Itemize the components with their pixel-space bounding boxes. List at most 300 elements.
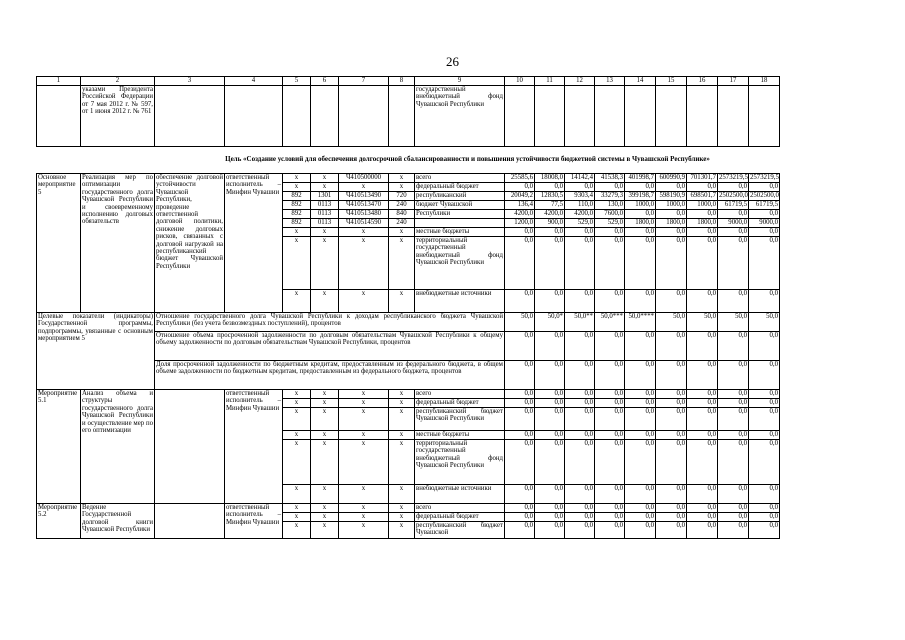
goal-heading: Цель «Создание условий для обеспечения долгосрочной сбалансированности и повышения устойчивости бюджетной системы в Чувашской Республике» bbox=[225, 155, 710, 163]
m52-row bbox=[37, 504, 780, 513]
funding-source: всего bbox=[415, 390, 505, 399]
code-x: x bbox=[389, 513, 415, 522]
code-x: x bbox=[283, 504, 311, 513]
value-cell: 0,0 bbox=[718, 290, 749, 313]
value-cell: 698501,7 bbox=[687, 192, 718, 201]
value-cell: 0,0 bbox=[565, 440, 595, 485]
value-cell: 0,0 bbox=[687, 361, 718, 390]
value-cell: 0,0 bbox=[687, 485, 718, 504]
value-cell: 0,0 bbox=[565, 228, 595, 237]
value-cell: 130,0 bbox=[595, 201, 625, 210]
value-cell: 0,0 bbox=[687, 390, 718, 399]
target-article-code: Ч410514590 bbox=[339, 219, 389, 228]
indicator-text: Отношение государственного долга Чувашской Республики к доходам республиканского бюджета Чувашской Республики (без учета безвозмездных поступлений), процентов bbox=[155, 313, 505, 332]
value-cell: 0,0 bbox=[595, 485, 625, 504]
value-cell: 0,0 bbox=[505, 361, 535, 390]
value-cell: 0,0 bbox=[595, 522, 625, 539]
value-cell: 41538,3 bbox=[595, 174, 625, 183]
target-article-code: x bbox=[339, 290, 389, 313]
value-cell: 0,0 bbox=[749, 408, 780, 431]
value-cell: 0,0 bbox=[535, 408, 565, 431]
value-cell: 0,0 bbox=[749, 210, 780, 219]
value-cell: 0,0 bbox=[595, 290, 625, 313]
value-cell: 600990,9 bbox=[656, 174, 687, 183]
expense-type-code: x bbox=[389, 183, 415, 192]
value-cell: 401998,7 bbox=[625, 174, 656, 183]
column-number-row bbox=[37, 77, 780, 86]
value-cell: 0,0 bbox=[687, 522, 718, 539]
expense-type-code: 720 bbox=[389, 192, 415, 201]
funding-source: местные бюджеты bbox=[415, 431, 505, 440]
code-x: x bbox=[283, 399, 311, 408]
funding-source bbox=[415, 219, 505, 228]
value-cell: 0,0 bbox=[505, 513, 535, 522]
column-number: 9 bbox=[415, 77, 505, 86]
code-x: x bbox=[339, 399, 389, 408]
carry-over-row bbox=[37, 86, 780, 147]
code-x: x bbox=[389, 485, 415, 504]
section-code: x bbox=[311, 183, 339, 192]
value-cell: 0,0 bbox=[687, 513, 718, 522]
grbs-code: x bbox=[283, 290, 311, 313]
value-cell: 0,0 bbox=[625, 237, 656, 290]
value-cell: 0,0 bbox=[595, 237, 625, 290]
value-cell: 0,0 bbox=[505, 237, 535, 290]
section-code: 0113 bbox=[311, 219, 339, 228]
code-x: x bbox=[283, 431, 311, 440]
grbs-code: 892 bbox=[283, 219, 311, 228]
value-cell: 0,0 bbox=[595, 440, 625, 485]
value-cell: 0,0 bbox=[749, 390, 780, 399]
expense-type-code: 240 bbox=[389, 219, 415, 228]
value-cell: 701301,7 bbox=[687, 174, 718, 183]
value-cell: 2573219,5 bbox=[719, 174, 748, 181]
value-cell: 0,0 bbox=[565, 485, 595, 504]
funding-source: территориальный государственный внебюджетный фонд Чувашской Республики bbox=[415, 440, 505, 485]
value-cell: 50,0* bbox=[535, 313, 565, 332]
funding-source: Республики bbox=[415, 210, 505, 219]
indicator-text: Отношение объема просроченной задолженности по долговым обязательствам Чувашской Республики к общему объему задолженности по долговым обязательствам Чувашской Республики, процентов bbox=[155, 332, 505, 361]
value-cell: 50,0 bbox=[656, 313, 687, 332]
value-cell: 0,0 bbox=[625, 408, 656, 431]
value-cell: 0,0 bbox=[718, 522, 749, 539]
section-code: x bbox=[311, 174, 339, 183]
page-number: 26 bbox=[446, 54, 459, 69]
column-number: 3 bbox=[155, 77, 225, 86]
value-cell: 61719,5 bbox=[749, 201, 780, 210]
value-cell: 136,4 bbox=[505, 201, 535, 210]
value-cell: 0,0 bbox=[749, 228, 780, 237]
value-cell: 0,0 bbox=[535, 440, 565, 485]
value-cell: 0,0 bbox=[656, 399, 687, 408]
value-cell: 0,0 bbox=[718, 332, 749, 361]
code-x: x bbox=[311, 522, 339, 539]
code-x: x bbox=[311, 485, 339, 504]
column-number: 5 bbox=[283, 77, 311, 86]
section-code: x bbox=[311, 237, 339, 290]
carry-source: государственный внебюджетный фонд Чувашской Республики bbox=[415, 86, 505, 147]
value-cell: 0,0 bbox=[656, 440, 687, 485]
value-cell: 1800,0 bbox=[656, 219, 687, 228]
value-cell: 0,0 bbox=[505, 440, 535, 485]
code-x: x bbox=[389, 440, 415, 485]
funding-source: бюджет Чувашской bbox=[415, 201, 505, 210]
column-number: 7 bbox=[339, 77, 389, 86]
value-cell: 0,0 bbox=[656, 513, 687, 522]
value-cell: 0,0 bbox=[565, 332, 595, 361]
value-cell: 25585,6 bbox=[505, 174, 535, 183]
empty-cell bbox=[283, 86, 311, 147]
column-number: 15 bbox=[656, 77, 687, 86]
grbs-code: 892 bbox=[283, 210, 311, 219]
value-cell: 0,0 bbox=[749, 504, 780, 513]
value-cell: 399198,7 bbox=[625, 192, 656, 201]
value-cell: 0,0 bbox=[687, 431, 718, 440]
target-article-code: x bbox=[339, 228, 389, 237]
column-number: 1 bbox=[37, 77, 81, 86]
funding-source: территориальный государственный внебюджетный фонд Чувашской Республики bbox=[415, 237, 505, 290]
code-x: x bbox=[389, 399, 415, 408]
code-x: x bbox=[311, 504, 339, 513]
value-cell: 0,0 bbox=[565, 408, 595, 431]
value-cell: 0,0 bbox=[687, 332, 718, 361]
value-cell: 0,0 bbox=[625, 361, 656, 390]
header-table bbox=[36, 76, 780, 147]
value-cell: 0,0 bbox=[595, 513, 625, 522]
value-cell: 1800,0 bbox=[625, 219, 656, 228]
value-cell: 0,0 bbox=[656, 390, 687, 399]
value-cell: 0,0 bbox=[718, 390, 749, 399]
value-cell: 0,0 bbox=[505, 183, 535, 192]
value-cell: 0,0 bbox=[718, 485, 749, 504]
value-cell: 9303,4 bbox=[565, 192, 595, 201]
code-x: x bbox=[339, 431, 389, 440]
value-cell: 0,0 bbox=[749, 522, 780, 539]
event-goal: обеспечение долговой устойчивости Чувашской Республики, проведение ответственной долговой политики, снижение долговых рисков, связанных с долговой нагрузкой на республиканский бюджет Чувашской Республики bbox=[155, 174, 225, 313]
value-cell: 0,0 bbox=[565, 237, 595, 290]
value-cell: 0,0 bbox=[625, 485, 656, 504]
code-x: x bbox=[339, 408, 389, 431]
empty-cell bbox=[625, 86, 656, 147]
value-cell: 0,0 bbox=[687, 290, 718, 313]
value-cell: 1000,0 bbox=[656, 201, 687, 210]
value-cell: 0,0 bbox=[687, 237, 718, 290]
value-cell: 0,0 bbox=[565, 399, 595, 408]
column-number: 18 bbox=[749, 77, 780, 86]
empty-cell bbox=[687, 86, 718, 147]
value-cell: 0,0 bbox=[625, 431, 656, 440]
value-cell: 529,0 bbox=[595, 219, 625, 228]
column-number: 17 bbox=[718, 77, 749, 86]
funding-source: федеральный бюджет bbox=[415, 399, 505, 408]
indicator-row bbox=[37, 313, 780, 332]
column-number: 4 bbox=[225, 77, 283, 86]
value-cell: 0,0 bbox=[565, 504, 595, 513]
value-cell: 0,0 bbox=[718, 504, 749, 513]
target-article-code: x bbox=[339, 183, 389, 192]
expense-type-code: x bbox=[389, 290, 415, 313]
measure-executor: ответственный исполнитель – Минфин Чувашии bbox=[225, 504, 283, 539]
value-cell: 0,0 bbox=[749, 431, 780, 440]
value-cell: 0,0 bbox=[505, 228, 535, 237]
section-code: x bbox=[311, 228, 339, 237]
code-x: x bbox=[283, 390, 311, 399]
value-cell: 0,0 bbox=[595, 408, 625, 431]
empty-cell bbox=[595, 86, 625, 147]
value-cell: 50,0** bbox=[565, 313, 595, 332]
measure-number: Мероприятие 5.2 bbox=[37, 504, 81, 539]
value-cell: 0,0 bbox=[595, 361, 625, 390]
value-cell: 0,0 bbox=[535, 504, 565, 513]
code-x: x bbox=[283, 440, 311, 485]
value-cell: 0,0 bbox=[656, 408, 687, 431]
m51-row bbox=[37, 390, 780, 399]
code-x: x bbox=[339, 485, 389, 504]
value-cell: 50,0 bbox=[505, 313, 535, 332]
column-number: 10 bbox=[505, 77, 535, 86]
program-table bbox=[36, 173, 780, 539]
expense-type-code: x bbox=[389, 174, 415, 183]
value-cell: 0,0 bbox=[749, 183, 780, 192]
measure-title: Анализ объема и структуры государственного долга Чувашской Республики и осуществление мер по его оптимизации bbox=[81, 390, 155, 504]
expense-type-code: x bbox=[389, 228, 415, 237]
measure-number: Мероприятие 5.1 bbox=[37, 390, 81, 504]
column-number: 12 bbox=[565, 77, 595, 86]
code-x: x bbox=[283, 485, 311, 504]
value-cell: 0,0 bbox=[656, 290, 687, 313]
value-cell: 0,0 bbox=[687, 228, 718, 237]
value-cell: 0,0 bbox=[535, 431, 565, 440]
value-cell: 0,0 bbox=[535, 390, 565, 399]
code-x: x bbox=[389, 504, 415, 513]
funding-source: федеральный бюджет bbox=[415, 183, 505, 192]
value-cell: 0,0 bbox=[625, 183, 656, 192]
code-x: x bbox=[311, 408, 339, 431]
value-cell: 18008,0 bbox=[535, 174, 565, 183]
value-cell: 0,0 bbox=[749, 361, 780, 390]
value-cell: 50,0 bbox=[718, 313, 749, 332]
value-cell: 0,0 bbox=[718, 513, 749, 522]
value-cell: 0,0 bbox=[535, 228, 565, 237]
indicator-text: Доля просроченной задолженности по бюджетным кредитам, предоставленным из федерального бюджета, в общем объеме задолженности по бюджетным кредитам, предоставленным из федерального бюджета, процентов bbox=[155, 361, 505, 390]
value-cell: 0,0 bbox=[718, 361, 749, 390]
event-title: Реализация мер по оптимизации государственного долга Чувашской Республики и своевременному исполнению долговых обязательств bbox=[81, 174, 155, 313]
expense-type-code: x bbox=[389, 237, 415, 290]
code-x: x bbox=[339, 440, 389, 485]
section-code: 0113 bbox=[311, 210, 339, 219]
value-cell: 0,0 bbox=[505, 332, 535, 361]
code-x: x bbox=[339, 522, 389, 539]
value-cell: 0,0 bbox=[535, 237, 565, 290]
value-cell: 0,0 bbox=[625, 332, 656, 361]
value-cell: 4200,0 bbox=[505, 210, 535, 219]
value-cell: 0,0 bbox=[565, 290, 595, 313]
code-x: x bbox=[389, 408, 415, 431]
value-cell: 2573219,5 bbox=[750, 174, 779, 181]
funding-source: федеральный бюджет bbox=[415, 513, 505, 522]
value-cell: 0,0 bbox=[718, 210, 749, 219]
value-cell: 0,0 bbox=[656, 522, 687, 539]
value-cell: 7600,0 bbox=[595, 210, 625, 219]
empty-cell bbox=[389, 86, 415, 147]
value-cell: 61719,5 bbox=[718, 201, 749, 210]
code-x: x bbox=[311, 399, 339, 408]
value-cell: 0,0 bbox=[718, 228, 749, 237]
column-number: 14 bbox=[625, 77, 656, 86]
grbs-code: x bbox=[283, 183, 311, 192]
grbs-code: x bbox=[283, 237, 311, 290]
code-x: x bbox=[389, 431, 415, 440]
grbs-code: 892 bbox=[283, 192, 311, 201]
value-cell: 0,0 bbox=[505, 485, 535, 504]
event-executor: ответственный исполнитель – Минфин Чувашии bbox=[225, 174, 283, 313]
value-cell: 0,0 bbox=[687, 408, 718, 431]
funding-source: республиканский бюджет Чувашской Республики bbox=[415, 408, 505, 431]
value-cell: 0,0 bbox=[718, 399, 749, 408]
empty-cell bbox=[339, 86, 389, 147]
target-article-code: Ч410513480 bbox=[339, 210, 389, 219]
value-cell: 0,0 bbox=[595, 228, 625, 237]
value-cell: 2502500,0 bbox=[719, 192, 748, 199]
empty-cell bbox=[718, 86, 749, 147]
empty-cell bbox=[749, 86, 780, 147]
expense-type-code: 840 bbox=[389, 210, 415, 219]
grbs-code: x bbox=[283, 228, 311, 237]
value-cell: 0,0 bbox=[687, 504, 718, 513]
value-cell: 0,0 bbox=[656, 332, 687, 361]
value-cell: 0,0 bbox=[595, 183, 625, 192]
column-number: 2 bbox=[81, 77, 155, 86]
code-x: x bbox=[311, 440, 339, 485]
event-number: Основное мероприятие 5 bbox=[37, 174, 81, 313]
value-cell: 0,0 bbox=[718, 440, 749, 485]
value-cell: 2502500,0 bbox=[750, 192, 779, 199]
value-cell: 0,0 bbox=[625, 440, 656, 485]
target-article-code: x bbox=[339, 237, 389, 290]
grbs-code: 892 bbox=[283, 201, 311, 210]
measure-title: Ведение Государственной долговой книги Чувашской Республики bbox=[81, 504, 155, 539]
value-cell: 0,0 bbox=[595, 399, 625, 408]
value-cell: 0,0 bbox=[535, 399, 565, 408]
funding-source: внебюджетные источники bbox=[415, 290, 505, 313]
value-cell: 0,0 bbox=[718, 431, 749, 440]
column-number: 13 bbox=[595, 77, 625, 86]
column-number: 6 bbox=[311, 77, 339, 86]
code-x: x bbox=[389, 390, 415, 399]
empty-cell bbox=[155, 390, 225, 504]
value-cell: 0,0 bbox=[749, 485, 780, 504]
code-x: x bbox=[283, 522, 311, 539]
value-cell: 0,0 bbox=[505, 399, 535, 408]
value-cell: 0,0 bbox=[535, 332, 565, 361]
value-cell: 0,0 bbox=[535, 485, 565, 504]
value-cell: 0,0 bbox=[749, 399, 780, 408]
value-cell: 110,0 bbox=[565, 201, 595, 210]
value-cell: 0,0 bbox=[749, 237, 780, 290]
value-cell: 1800,0 bbox=[687, 219, 718, 228]
value-cell: 0,0 bbox=[625, 504, 656, 513]
value-cell: 1000,0 bbox=[687, 201, 718, 210]
value-cell: 0,0 bbox=[656, 210, 687, 219]
empty-cell bbox=[311, 86, 339, 147]
value-cell: 0,0 bbox=[565, 183, 595, 192]
value-cell: 33279,3 bbox=[595, 192, 625, 201]
value-cell: 0,0 bbox=[595, 431, 625, 440]
value-cell: 0,0 bbox=[505, 390, 535, 399]
empty-cell bbox=[505, 86, 535, 147]
value-cell: 0,0 bbox=[625, 290, 656, 313]
value-cell: 9000,0 bbox=[718, 219, 749, 228]
value-cell: 0,0 bbox=[656, 237, 687, 290]
value-cell: 1200,0 bbox=[505, 219, 535, 228]
value-cell: 0,0 bbox=[535, 183, 565, 192]
value-cell: 1000,0 bbox=[625, 201, 656, 210]
funding-source: республиканский bbox=[415, 192, 505, 201]
value-cell: 0,0 bbox=[565, 522, 595, 539]
funding-source: республиканский бюджет Чувашской bbox=[415, 522, 505, 539]
code-x: x bbox=[311, 390, 339, 399]
value-cell: 0,0 bbox=[565, 390, 595, 399]
value-cell: 0,0 bbox=[656, 431, 687, 440]
measure-executor: ответственный исполнитель – Минфин Чувашии bbox=[225, 390, 283, 504]
value-cell: 50,0**** bbox=[625, 313, 656, 332]
empty-cell bbox=[535, 86, 565, 147]
value-cell: 0,0 bbox=[565, 513, 595, 522]
empty-cell bbox=[565, 86, 595, 147]
value-cell: 0,0 bbox=[505, 431, 535, 440]
value-cell: 0,0 bbox=[565, 431, 595, 440]
funding-source: всего bbox=[415, 504, 505, 513]
value-cell: 0,0 bbox=[535, 513, 565, 522]
value-cell: 0,0 bbox=[749, 513, 780, 522]
grbs-code: x bbox=[283, 174, 311, 183]
value-cell: 77,5 bbox=[535, 201, 565, 210]
value-cell: 0,0 bbox=[718, 237, 749, 290]
value-cell: 0,0 bbox=[505, 408, 535, 431]
value-cell: 0,0 bbox=[505, 290, 535, 313]
value-cell: 0,0 bbox=[687, 183, 718, 192]
section-code: 0113 bbox=[311, 201, 339, 210]
value-cell: 14142,4 bbox=[565, 174, 595, 183]
value-cell: 20049,2 bbox=[505, 192, 535, 201]
funding-source: местные бюджеты bbox=[415, 228, 505, 237]
value-cell: 50,0*** bbox=[595, 313, 625, 332]
value-cell: 0,0 bbox=[595, 390, 625, 399]
empty-cell bbox=[656, 86, 687, 147]
carry-text: указами Президента Российской Федерации от 7 мая 2012 г. № 597, от 1 июня 2012 г. № 761 bbox=[81, 86, 155, 147]
value-cell: 0,0 bbox=[656, 504, 687, 513]
value-cell: 0,0 bbox=[656, 485, 687, 504]
empty-cell bbox=[155, 504, 225, 539]
value-cell: 50,0 bbox=[687, 313, 718, 332]
code-x: x bbox=[339, 504, 389, 513]
value-cell: 0,0 bbox=[656, 183, 687, 192]
value-cell: 0,0 bbox=[625, 522, 656, 539]
value-cell: 50,0 bbox=[749, 313, 780, 332]
indicators-label: Целевые показатели (индикаторы) Государственной программы, подпрограммы, увязанные с основным мероприятием 5 bbox=[37, 313, 155, 390]
value-cell: 9000,0 bbox=[749, 219, 780, 228]
value-cell: 900,0 bbox=[535, 219, 565, 228]
expense-type-code: 240 bbox=[389, 201, 415, 210]
value-cell: 0,0 bbox=[625, 399, 656, 408]
value-cell: 0,0 bbox=[718, 183, 749, 192]
value-cell: 0,0 bbox=[595, 332, 625, 361]
value-cell: 0,0 bbox=[595, 504, 625, 513]
value-cell: 598190,9 bbox=[656, 192, 687, 201]
column-number: 8 bbox=[389, 77, 415, 86]
code-x: x bbox=[311, 513, 339, 522]
section-code: 1301 bbox=[311, 192, 339, 201]
